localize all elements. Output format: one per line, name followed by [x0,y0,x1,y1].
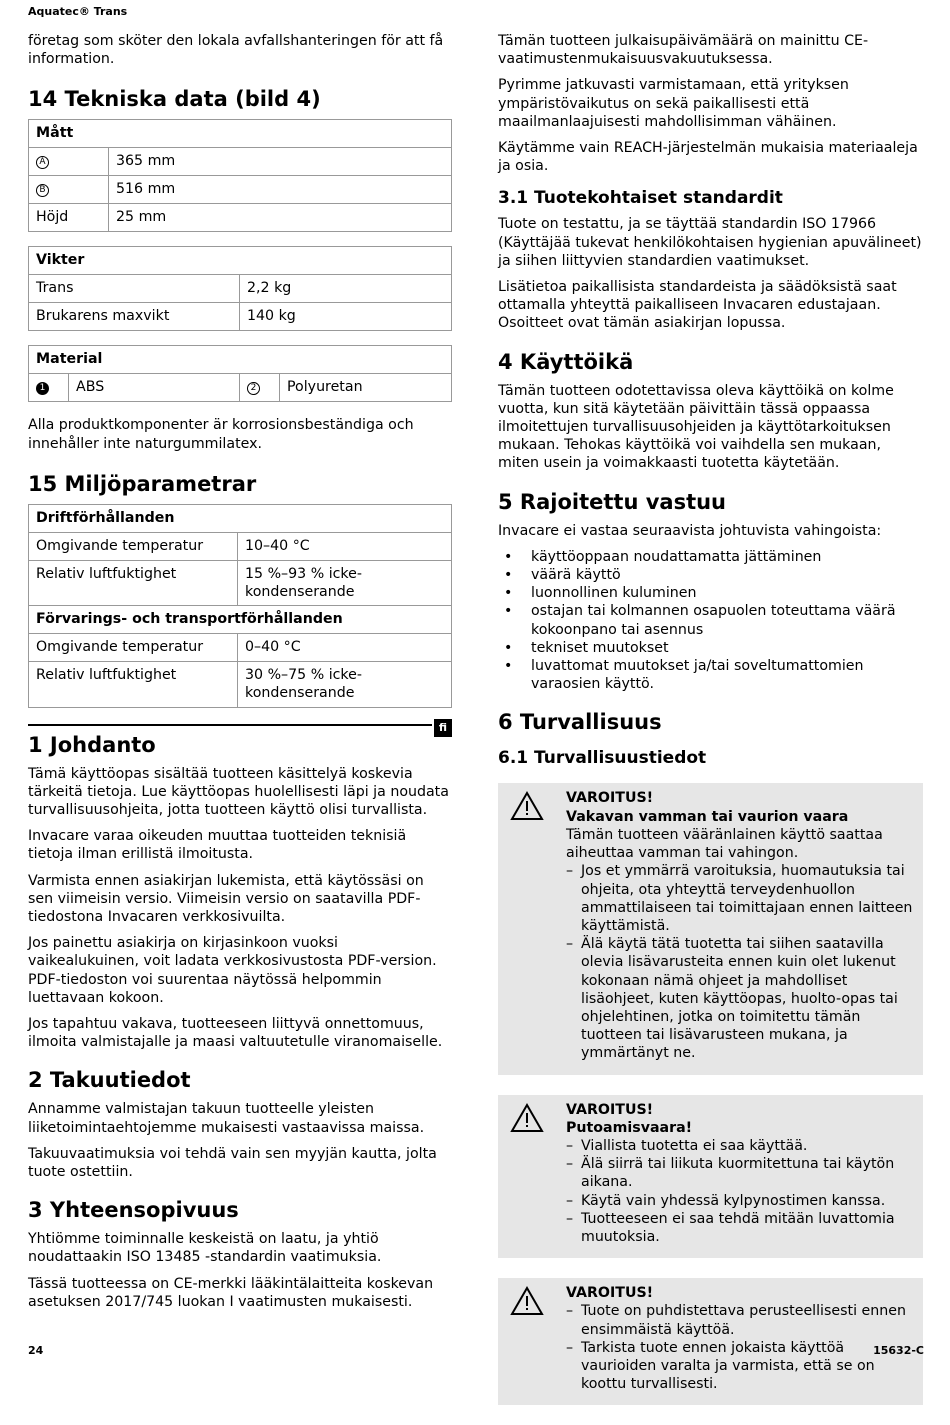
table-cell: 2,2 kg [240,275,452,303]
page-number: 24 [28,1344,44,1357]
table-header: Material [29,346,452,374]
table-cell: 25 mm [109,204,452,232]
list-item: • luonnollinen kuluminen [498,584,923,602]
table-row [29,374,452,402]
paragraph: Invacare ei vastaa seuraavista johtuvista vahingoista: [498,522,882,539]
paragraph: Käytämme vain REACH-järjestelmän mukaisia materiaaleja ja osia. [498,140,918,175]
language-divider [28,724,432,726]
heading-turvallisuus: 6 Turvallisuus [498,710,662,735]
warning-label: VAROITUS! [566,790,654,807]
heading-johdanto: 1 Johdanto [28,732,156,757]
list-item: – Älä siirrä tai liikuta kuormitettuna tai käytön aikana. [566,1155,913,1191]
paragraph: Takuuvaatimuksia voi tehdä vain sen myyjän kautta, jolta tuote ostettiin. [28,1145,437,1181]
warning-label: VAROITUS! [566,1101,654,1118]
paragraph: Jos painettu asiakirja on kirjasinkoon vuoksi vaikealukuinen, voit ladata verkkosivustosta PDF-version. PDF-tiedoston voi suurentaa näytössä helpommin luettavaan kokoon. [28,935,437,1006]
part-2-icon: 2 [247,382,260,395]
paragraph: Tuote on testattu, ja se täyttää standardin ISO 17966 (Käyttäjää tukevat henkilökohtaisen hygienian apuvälineet) ja siihen liittyvien standardien vaatimukset. [498,216,922,269]
table-header: Vikter [29,247,452,275]
heading-yhteensopivuus: 3 Yhteensopivuus [28,1198,239,1223]
table-row [29,532,452,560]
heading-tuotekohtaiset-standardit: 3.1 Tuotekohtaiset standardit [498,188,783,209]
paragraph: Jos tapahtuu vakava, tuotteeseen liittyvä onnettomuus, ilmoita valmistajalle ja maasi valtuutetulle viranomaiselle. [28,1016,443,1051]
table-row [29,560,452,605]
table-row [29,662,452,707]
table-cell: Brukarens maxvikt [29,303,240,331]
list-item: • väärä käyttö [498,566,923,584]
warning-triangle-icon [510,1286,544,1316]
table-cell: 516 mm [109,176,452,204]
table-cell: Höjd [29,204,109,232]
liability-list [498,548,923,694]
heading-kayttoika: 4 Käyttöikä [498,349,634,374]
running-header: Aquatec® Trans [28,5,128,18]
table-cell: Omgivande temperatur [29,634,238,662]
label-b-icon: B [36,184,49,197]
table-cell: 30 %–75 % icke-kondenserande [238,662,452,707]
environment-table [28,504,452,708]
language-badge: fi [434,719,452,737]
list-item: – Älä käytä tätä tuotetta tai siihen saatavilla olevia lisävarusteita ennen kuin olet lukenut kokonaan nämä ohjeet ja mahdolliset lisäohjeet, kuten käyttöopas, huolto-opas tai ohjelehtinen, jotka on toimitettu tämän tuotteen tai lisävarusteen mukana, ja ymmärtänyt ne. [566,935,913,1062]
paragraph: Pyrimme jatkuvasti varmistamaan, että yrityksen ympäristövaikutus on sekä paikallisesti että maailmanlaajuisesti mahdollisimman vähäinen. [498,77,849,130]
paragraph: Alla produktkomponenter är korrosionsbeständiga och innehåller inte naturgummilatex. [28,417,414,452]
table-cell: Omgivande temperatur [29,532,238,560]
table-header: Mått [29,120,452,148]
paragraph: företag som sköter den lokala avfallshanteringen för att få information. [28,33,444,68]
table-header: Driftförhållanden [29,504,452,532]
table-row [29,148,452,176]
list-item: – Tuote on puhdistettava perusteellisesti ennen ensimmäistä käyttöä. [566,1302,913,1338]
table-cell: 15 %–93 % icke-kondenserande [238,560,452,605]
paragraph: Tämän tuotteen odotettavissa oleva käyttöikä on kolme vuotta, kun sitä käytetään päivittäin tässä oppaassa ilmoitettujen turvallisuusohjeiden ja käyttötarkoituksen mukaan. Tehokas käyttöikä voi vaihdella sen mukaan, miten usein ja voimakkaasti tuotetta käytetään. [498,382,894,472]
right-column [498,32,923,1425]
list-item: • tekniset muutokset [498,639,923,657]
table-cell: 365 mm [109,148,452,176]
list-item: – Viallista tuotetta ei saa käyttää. [566,1137,913,1155]
warning-triangle-icon [510,1103,544,1133]
paragraph: Invacare varaa oikeuden muuttaa tuotteiden teknisiä tietoja ilman erillistä ilmoitusta. [28,828,407,863]
table-row [29,176,452,204]
heading-tekniska-data: 14 Tekniska data (bild 4) [28,87,321,112]
table-row [29,204,452,232]
table-cell: 10–40 °C [238,532,452,560]
table-cell: Relativ luftfuktighet [29,662,238,707]
table-row [29,634,452,662]
table-cell: Relativ luftfuktighet [29,560,238,605]
table-row [29,275,452,303]
table-cell: Polyuretan [280,374,452,402]
table-row [29,303,452,331]
paragraph: Tämä käyttöopas sisältää tuotteen käsittelyä koskevia tärkeitä tietoja. Lue käyttöopas huolellisesti läpi ja noudata turvallisuusohjeita, jotta tuotteen käyttö olisi turvallista. [28,765,449,819]
weights-table [28,246,452,331]
document-code: 15632-C [873,1344,924,1357]
list-item: – Käytä vain yhdessä kylpynostimen kanssa. [566,1192,913,1210]
warning-subtitle: Vakavan vamman tai vaurion vaara [566,808,849,825]
warning-triangle-icon [510,791,544,821]
paragraph: Tässä tuotteessa on CE-merkki lääkintälaitteita koskevan asetuksen 2017/745 luokan I vaatimusten mukaisesti. [28,1275,434,1310]
warning-box [498,1095,923,1259]
list-item: • ostajan tai kolmannen osapuolen toteuttama väärä kokoonpano tai asennus [498,602,923,638]
table-cell: Trans [29,275,240,303]
heading-miljoparametrar: 15 Miljöparametrar [28,471,257,496]
warning-box [498,1278,923,1405]
paragraph: Varmista ennen asiakirjan lukemista, että käytössäsi on sen viimeisin versio. Viimeisin versio on saatavilla PDF-tiedostona Invacaren verkkosivuilta. [28,872,424,926]
part-1-icon: 1 [36,382,49,395]
paragraph: Tämän tuotteen julkaisupäivämäärä on mainittu CE-vaatimustenmukaisuusvakuutuksessa. [498,33,869,68]
table-cell: 0–40 °C [238,634,452,662]
paragraph: Annamme valmistajan takuun tuotteelle yleisten liiketoimintaehtojemme mukaisesti vastaavissa maissa. [28,1101,425,1136]
table-header: Förvarings- och transportförhållanden [29,606,452,634]
warning-subtitle: Putoamisvaara! [566,1119,693,1136]
paragraph: Yhtiömme toiminnalle keskeistä on laatu, ja yhtiö noudattaakin ISO 13485 -standardin vaatimuksia. [28,1231,382,1266]
list-item: – Tuotteeseen ei saa tehdä mitään luvattomia muutoksia. [566,1210,913,1246]
list-item: – Tarkista tuote ennen jokaista käyttöä vaurioiden varalta ja varmista, että se on koottu turvallisesti. [566,1339,913,1394]
warning-text: Tämän tuotteen vääränlainen käyttö saattaa aiheuttaa vamman tai vahingon. [566,826,883,862]
warning-label: VAROITUS! [566,1285,654,1302]
paragraph: Lisätietoa paikallisista standardeista ja säädöksistä saat ottamalla yhteyttä paikalliseen Invacaren edustajaan. Osoitteet ovat tämän asiakirjan lopussa. [498,279,897,332]
warning-list [566,862,913,1062]
label-a-icon: A [36,156,49,169]
table-cell: ABS [69,374,240,402]
list-item: – Jos et ymmärrä varoituksia, huomautuksia tai ohjeita, ota yhteyttä terveydenhuollon ammattilaiseen tai toimittajaan ennen laitteen käyttämistä. [566,862,913,935]
table-cell: 140 kg [240,303,452,331]
heading-rajoitettu-vastuu: 5 Rajoitettu vastuu [498,489,727,514]
material-table [28,345,452,402]
warning-box [498,783,923,1074]
warning-list [566,1137,913,1246]
left-column [28,32,452,1319]
heading-takuutiedot: 2 Takuutiedot [28,1068,191,1093]
list-item: • luvattomat muutokset ja/tai soveltumattomien varaosien käyttö. [498,657,923,693]
heading-turvallisuustiedot: 6.1 Turvallisuustiedot [498,748,707,769]
dimensions-table [28,119,452,232]
list-item: • käyttöoppaan noudattamatta jättäminen [498,548,923,566]
warning-list [566,1302,913,1393]
